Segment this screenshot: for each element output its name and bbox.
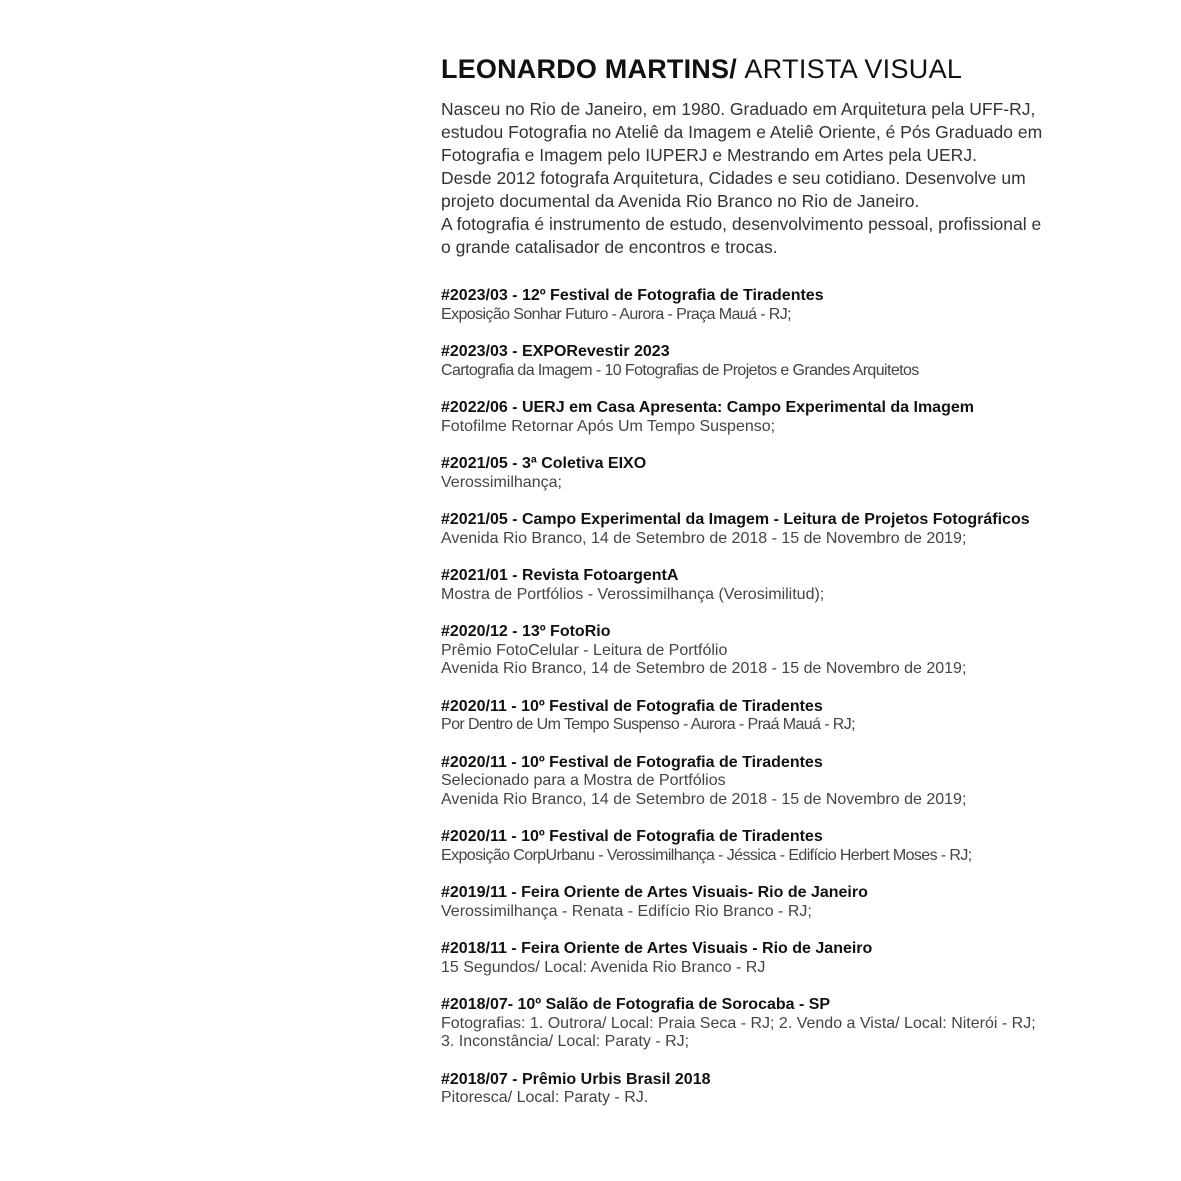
entry-title: #2018/07 - Prêmio Urbis Brasil 2018 xyxy=(441,1070,711,1088)
exhibition-entry xyxy=(441,940,1141,977)
entry-detail: Exposição CorpUrbanu - Verossimilhança - Jéssica - Edifício Herbert Moses - RJ; xyxy=(441,846,972,864)
entry-detail: 15 Segundos/ Local: Avenida Rio Branco - RJ xyxy=(441,958,766,976)
entry-detail: Prêmio FotoCelular - Leitura de Portfólio xyxy=(441,641,728,659)
entry-detail: Cartografia da Imagem - 10 Fotografias de Projetos e Grandes Arquitetos xyxy=(441,361,919,379)
entry-detail: Mostra de Portfólios - Verossimilhança (Verosimilitud); xyxy=(441,585,825,603)
entry-detail: Verossimilhança; xyxy=(441,473,562,491)
entry-title: #2018/11 - Feira Oriente de Artes Visuais - Rio de Janeiro xyxy=(441,940,873,957)
entry-title: #2020/11 - 10º Festival de Fotografia de Tiradentes xyxy=(441,753,823,771)
bio-line: projeto documental da Avenida Rio Branco no Rio de Janeiro. xyxy=(441,191,920,211)
entry-detail: Verossimilhança - Renata - Edifício Rio Branco - RJ; xyxy=(441,902,812,920)
exhibition-entry xyxy=(441,455,1141,492)
artist-name: LEONARDO MARTINS/ xyxy=(441,54,737,84)
exhibition-entry xyxy=(441,567,1141,604)
exhibition-entry xyxy=(441,343,1141,380)
entry-detail: Fotofilme Retornar Após Um Tempo Suspenso; xyxy=(441,417,776,435)
page-title xyxy=(441,54,1141,84)
exhibition-entry xyxy=(441,623,1141,679)
entry-detail: Exposição Sonhar Futuro - Aurora - Praça Mauá - RJ; xyxy=(441,305,792,323)
exhibition-entry xyxy=(441,1071,1141,1108)
biography xyxy=(441,98,1141,259)
exhibition-entry xyxy=(441,698,1141,735)
exhibition-entry xyxy=(441,754,1141,810)
entry-detail: Avenida Rio Branco, 14 de Setembro de 2018 - 15 de Novembro de 2019; xyxy=(441,660,967,677)
bio-line: Fotografia e Imagem pelo IUPERJ e Mestrando em Artes pela UERJ. xyxy=(441,145,977,165)
entry-title: #2022/06 - UERJ em Casa Apresenta: Campo Experimental da Imagem xyxy=(441,399,974,416)
artist-cv xyxy=(441,54,1141,1127)
exhibition-entry xyxy=(441,287,1141,324)
bio-line: A fotografia é instrumento de estudo, desenvolvimento pessoal, profissional e xyxy=(441,214,1042,234)
entry-title: #2021/05 - 3ª Coletiva EIXO xyxy=(441,455,647,472)
entry-detail: Selecionado para a Mostra de Portfólios xyxy=(441,772,726,789)
bio-line: estudou Fotografia no Ateliê da Imagem e Ateliê Oriente, é Pós Graduado em xyxy=(441,122,1043,142)
entry-detail: 3. Inconstância/ Local: Paraty - RJ; xyxy=(441,1033,690,1050)
artist-role: ARTISTA VISUAL xyxy=(744,54,963,84)
entry-title: #2018/07- 10º Salão de Fotografia de Sorocaba - SP xyxy=(441,996,831,1013)
entry-title: #2020/11 - 10º Festival de Fotografia de Tiradentes xyxy=(441,828,823,845)
exhibition-entry xyxy=(441,996,1141,1052)
exhibition-entry xyxy=(441,399,1141,436)
entry-title: #2020/12 - 13º FotoRio xyxy=(441,623,611,640)
entry-detail: Avenida Rio Branco, 14 de Setembro de 2018 - 15 de Novembro de 2019; xyxy=(441,529,967,547)
entry-detail: Avenida Rio Branco, 14 de Setembro de 2018 - 15 de Novembro de 2019; xyxy=(441,790,967,808)
entry-title: #2021/05 - Campo Experimental da Imagem - Leitura de Projetos Fotográficos xyxy=(441,511,1030,528)
entry-detail: Pitoresca/ Local: Paraty - RJ. xyxy=(441,1089,649,1106)
entry-title: #2020/11 - 10º Festival de Fotografia de Tiradentes xyxy=(441,697,823,715)
exhibition-entry xyxy=(441,828,1141,865)
exhibition-entry xyxy=(441,884,1141,921)
entry-detail: Por Dentro de Um Tempo Suspenso - Aurora - Praá Mauá - RJ; xyxy=(441,716,855,733)
entry-title: #2021/01 - Revista FotoargentA xyxy=(441,567,679,584)
bio-line: o grande catalisador de encontros e trocas. xyxy=(441,237,778,257)
bio-line: Desde 2012 fotografa Arquitetura, Cidades e seu cotidiano. Desenvolve um xyxy=(441,168,1026,188)
entry-title: #2023/03 - EXPORevestir 2023 xyxy=(441,343,670,360)
entry-detail: Fotografias: 1. Outrora/ Local: Praia Seca - RJ; 2. Vendo a Vista/ Local: Niterói - RJ; xyxy=(441,1014,1036,1032)
entry-title: #2019/11 - Feira Oriente de Artes Visuais- Rio de Janeiro xyxy=(441,884,868,901)
entry-title: #2023/03 - 12º Festival de Fotografia de Tiradentes xyxy=(441,287,824,304)
exhibition-list xyxy=(441,287,1141,1108)
bio-line: Nasceu no Rio de Janeiro, em 1980. Graduado em Arquitetura pela UFF-RJ, xyxy=(441,99,1036,119)
exhibition-entry xyxy=(441,511,1141,548)
